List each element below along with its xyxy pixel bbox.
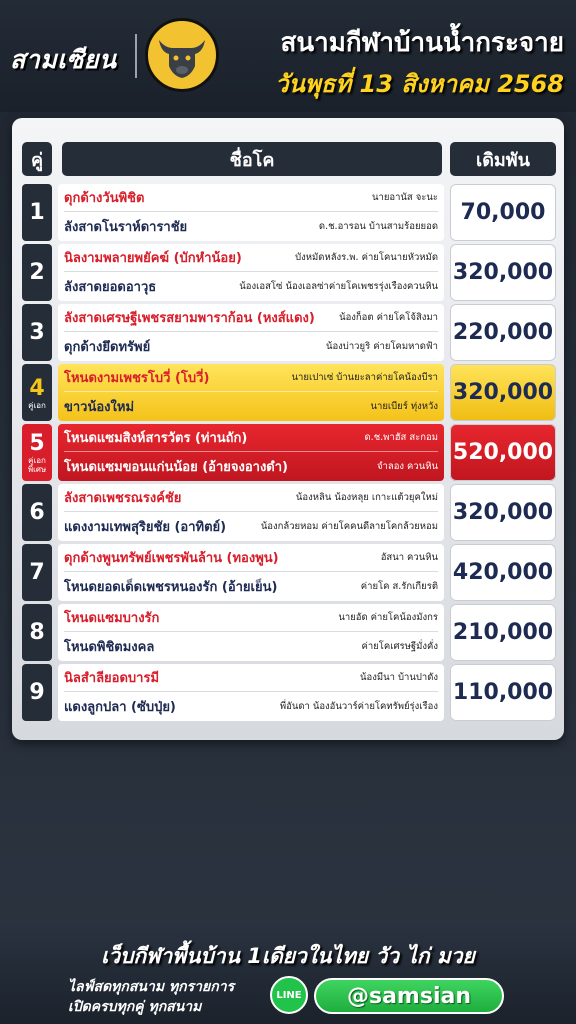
pair-number: 5 (29, 431, 45, 456)
pair-number-badge (22, 244, 52, 301)
bull-a-line (64, 604, 438, 632)
bull-b-owner: ค่ายโคเศรษฐีมั่งคั่ง (361, 640, 438, 652)
bull-b-line (64, 272, 438, 300)
bull-b-owner: ด.ช.อารอน บ้านสามร้อยยอด (318, 220, 438, 232)
bull-b-line (64, 512, 438, 540)
column-header-bull-name: ชื่อโค (62, 142, 442, 176)
bull-names-box (58, 304, 444, 361)
bull-b-owner: น้องเอสโซ่ น้องเอลซ่าค่ายโคเพชรรุ่งเรืองควนหิน (239, 280, 438, 292)
bull-a-line (64, 544, 438, 572)
bull-a-line (64, 184, 438, 212)
bull-a-name: ดุกด้างวันพิชิต (64, 191, 145, 206)
wager-amount: 320,000 (450, 364, 556, 421)
pair-number: 6 (29, 500, 45, 525)
bull-names-box (58, 424, 444, 481)
bull-a-line (64, 664, 438, 692)
wager-amount: 70,000 (450, 184, 556, 241)
bull-b-owner: ค่ายโค ส.รักเกียรติ (360, 580, 438, 592)
bull-a-owner: อัสนา ควนหิน (380, 552, 438, 563)
bull-a-name: ลังสาดเพชรณรงค์ชัย (64, 491, 182, 506)
bull-names-box (58, 604, 444, 661)
bull-names-box (58, 184, 444, 241)
pair-number-badge (22, 604, 52, 661)
bull-a-line (64, 304, 438, 332)
bull-a-line (64, 424, 438, 452)
bull-a-owner: น้องก็อต ค่ายโคโจ้สิงมา (339, 312, 438, 323)
pair-number: 9 (29, 680, 45, 705)
bull-b-owner: น้องบ่าวยูริ ค่ายโคมหาดฟ้า (325, 340, 438, 352)
wager-amount: 320,000 (450, 244, 556, 301)
pair-number-badge (22, 424, 52, 481)
bull-a-name: โหนดแซมสิงห์สารวัตร (ท่านถัก) (64, 431, 248, 446)
pair-number: 4 (29, 375, 45, 401)
wager-amount: 220,000 (450, 304, 556, 361)
footer-open-text: เปิดครบทุกคู่ ทุกสนาม (68, 999, 202, 1015)
bull-b-name: โหนดแซมขอนแก่นน้อย (อ้ายจงอางดำ) (64, 459, 288, 475)
event-date: วันพุธที่ 13 สิงหาคม 2568 (275, 70, 564, 98)
bull-a-owner: น้องมีนา บ้านปาดัง (360, 672, 438, 683)
match-row (22, 424, 556, 481)
bull-b-name: ดุกด้างยึดทรัพย์ (64, 339, 151, 355)
pair-number: 1 (29, 200, 45, 225)
pair-number-badge (22, 364, 52, 421)
bull-b-line (64, 332, 438, 360)
bull-a-owner: น้องหลิน น้องหลุย เกาะแต้วยุคใหม่ (295, 492, 438, 503)
wager-amount: 420,000 (450, 544, 556, 601)
pair-tag: คู่เอก พิเศษ (27, 456, 47, 474)
column-header-wager: เดิมพัน (450, 142, 556, 176)
bull-names-box (58, 244, 444, 301)
pair-tag: คู่เอก (28, 400, 46, 410)
bull-names-box (58, 364, 444, 421)
bull-a-owner: ด.ช.พาฮัส สะกอม (364, 432, 438, 443)
pair-number-badge (22, 664, 52, 721)
wager-amount: 210,000 (450, 604, 556, 661)
bull-b-line (64, 692, 438, 720)
pair-number-badge (22, 304, 52, 361)
wager-amount: 110,000 (450, 664, 556, 721)
match-row (22, 544, 556, 601)
bull-b-line (64, 392, 438, 420)
bull-a-name: นิลงามพลายพยัคฆ์ (บักหำน้อย) (64, 251, 242, 266)
column-header-pair: คู่ (22, 142, 52, 176)
bull-logo-icon (145, 18, 219, 92)
match-row (22, 664, 556, 721)
bull-b-owner: นายเบียร์ ทุ่งหวัง (370, 400, 438, 412)
bull-b-line (64, 212, 438, 240)
bull-b-name: ขาวน้องใหม่ (64, 399, 135, 415)
line-app-icon[interactable]: LINE (270, 976, 308, 1014)
pair-number: 7 (29, 560, 45, 585)
footer-slogan: เว็บกีฬาพื้นบ้าน 1เดียวในไทย วัว ไก่ มวย (101, 944, 475, 968)
bull-b-line (64, 632, 438, 660)
pair-number: 8 (29, 620, 45, 645)
bull-a-owner: นายอานัส จะนะ (371, 192, 438, 203)
bull-b-name: โหนดพิชิตมงคล (64, 639, 155, 655)
bull-a-owner: นายเปาเซ่ บ้านยะลาค่ายโคน้องบีรา (291, 372, 438, 383)
bull-b-owner: พี่อันดา น้องอันวาร์ค่ายโคทรัพย์รุ่งเรือง (279, 700, 438, 712)
line-id-button[interactable]: @samsian (314, 978, 504, 1014)
bull-b-name: โหนดยอดเด็ดเพชรหนองรัก (อ้ายเย็น) (64, 579, 278, 595)
bull-a-name: ดุกด้างพูนทรัพย์เพชรพันล้าน (ทองพูน) (64, 551, 279, 566)
bull-b-name: ลังสาดยอดอาวุธ (64, 279, 157, 295)
brand-logo: สามเซียน (10, 45, 117, 74)
bull-b-line (64, 572, 438, 600)
match-row (22, 184, 556, 241)
bull-names-box (58, 664, 444, 721)
match-row (22, 244, 556, 301)
match-row (22, 364, 556, 421)
wager-amount: 520,000 (450, 424, 556, 481)
bull-a-name: นิลสำลียอดบารมี (64, 671, 160, 686)
pair-number: 3 (29, 320, 45, 345)
wager-amount: 320,000 (450, 484, 556, 541)
bull-a-line (64, 484, 438, 512)
bull-a-owner: นายอัด ค่ายโคน้องมังกร (338, 612, 438, 623)
bull-a-owner: บังหมัดหลังร.พ. ค่ายโคนายหัวหมัด (295, 252, 438, 263)
bull-b-name: ลังสาดโนราห์ดาราชัย (64, 219, 188, 235)
bull-a-name: โหนดงามเพชรโบวี่ (โบวี่) (64, 371, 210, 386)
pair-number-badge (22, 484, 52, 541)
venue-title: สนามกีฬาบ้านน้ำกระจาย (280, 28, 564, 58)
bull-b-name: แดงงามเทพสุริยชัย (อาทิตย์) (64, 519, 227, 535)
pair-number-badge (22, 184, 52, 241)
pair-number-badge (22, 544, 52, 601)
bull-b-owner: น้องกล้วยหอม ค่ายโคคนดีลายโคกล้วยหอม (260, 520, 438, 532)
bull-b-owner: จำลอง ควนหิน (376, 460, 438, 472)
bull-a-line (64, 364, 438, 392)
bull-b-line (64, 452, 438, 480)
brand-divider (135, 34, 137, 78)
pair-number: 2 (29, 260, 45, 285)
footer-live-text: ไลฟ์สดทุกสนาม ทุกรายการ (68, 979, 235, 995)
bull-names-box (58, 544, 444, 601)
bull-a-line (64, 244, 438, 272)
match-row (22, 484, 556, 541)
bull-b-name: แดงลูกปลา (ซับปุ่ย) (64, 699, 176, 715)
bull-a-name: โหนดแซมบางรัก (64, 611, 160, 626)
bull-names-box (58, 484, 444, 541)
header (0, 0, 576, 112)
match-row (22, 304, 556, 361)
bull-a-name: ลังสาดเศรษฐีเพชรสยามพาราก้อน (หงส์แดง) (64, 311, 315, 326)
match-row (22, 604, 556, 661)
